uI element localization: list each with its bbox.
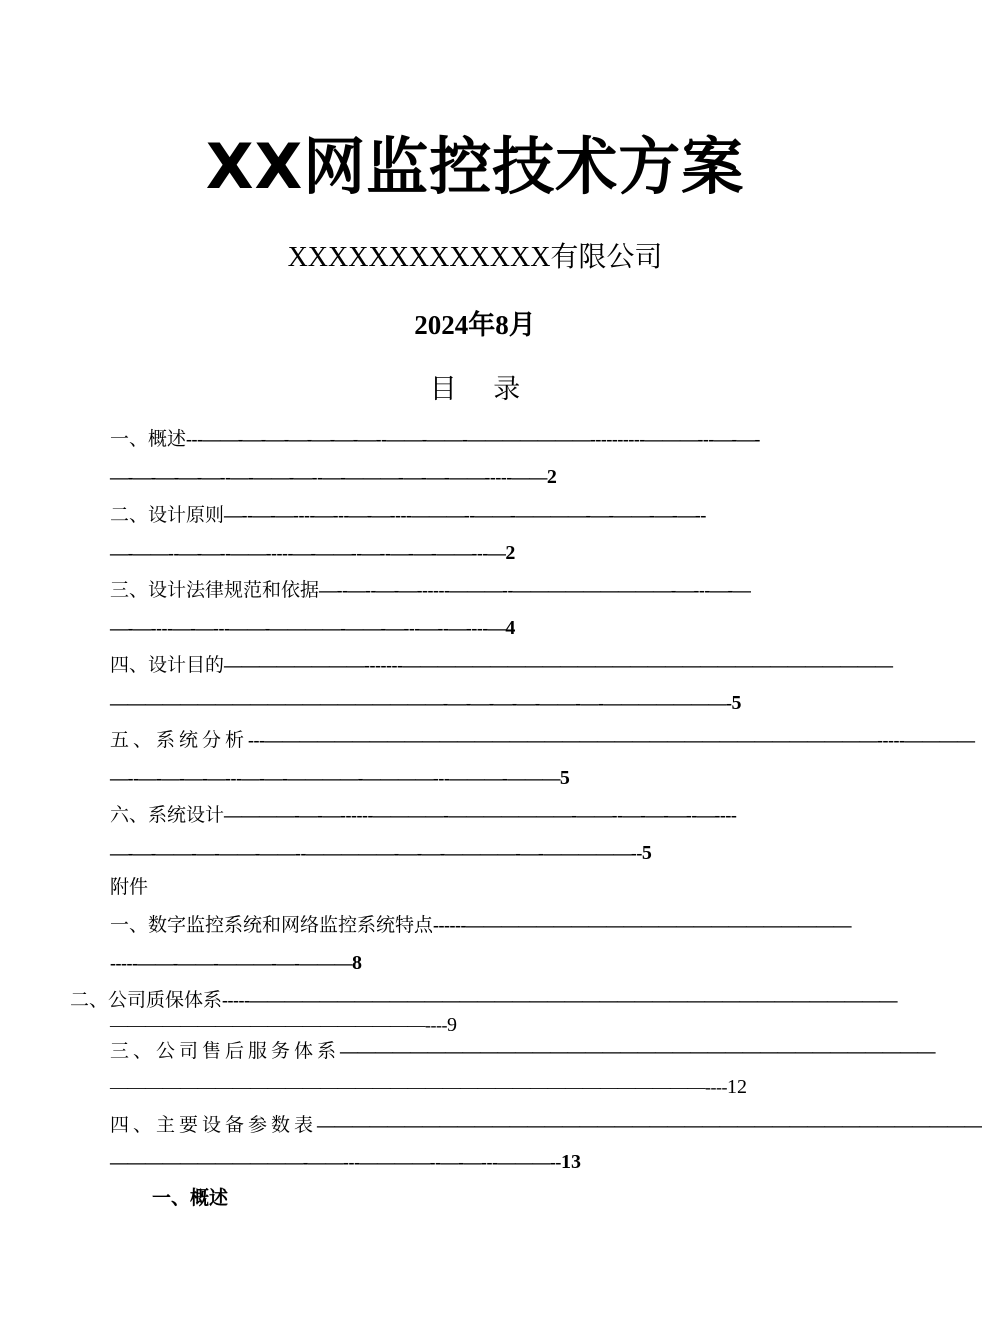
toc-leader: ———————————-——---————--—-—---———-- — [110, 1152, 561, 1172]
toc-leader: —--—-—----—---—-—----———--——-————-—-——-—-—-- — [224, 505, 706, 525]
toc-leader: —————————————————————————————————— — [340, 1041, 936, 1061]
toc-leader: ——————————————————---- — [110, 1015, 447, 1035]
toc-page-number: 8 — [351, 952, 362, 974]
toc-entry-features-line2[interactable] — [110, 950, 848, 976]
toc-entry-aftersales-line1[interactable] — [110, 1038, 936, 1064]
toc-entry-quality-line2[interactable] — [110, 1012, 848, 1038]
toc-leader: —————————————————————————————————————— — [317, 1115, 982, 1135]
toc-entry-overview-line1[interactable] — [110, 426, 848, 452]
toc-page-number: 2 — [505, 542, 516, 564]
toc-entry-regulations-line1[interactable] — [110, 577, 848, 603]
toc-entry-design-line2[interactable] — [110, 840, 848, 866]
toc-leader: ---———————————————————————————————————-----———— — [248, 730, 975, 750]
toc-page-number: 2 — [546, 466, 557, 488]
toc-leader: —--—--—-—------———--—————————-—---—-— — [319, 580, 751, 600]
toc-entry-quality-line1[interactable] — [70, 987, 897, 1013]
toc-entry-overview-line2[interactable] — [110, 464, 848, 490]
toc-entry-features-line1[interactable] — [110, 912, 851, 938]
toc-page-number: 4 — [505, 617, 516, 639]
toc-heading: 目 录 — [429, 374, 535, 405]
toc-entry-analysis-line1[interactable] — [110, 727, 975, 753]
appendix-label: 附件 — [110, 876, 149, 898]
toc-entry-equipment-line2[interactable] — [110, 1149, 848, 1175]
toc-entry-equipment-line1[interactable] — [110, 1112, 982, 1138]
toc-entry-analysis-line2[interactable] — [110, 765, 848, 791]
toc-entry-label: 四、主要设备参数表 — [110, 1114, 318, 1136]
toc-leader: ————-—-—------————-———————-——--—-—-—--—---- — [224, 805, 737, 825]
toc-entry-aftersales-line2[interactable] — [110, 1074, 848, 1100]
toc-entry-label: 一、数字监控系统和网络监控系统特点 — [110, 914, 434, 936]
toc-leader: —-—-—-—-—--—-——-—--—-———-—-—-——-----—— — [110, 467, 547, 487]
toc-entry-label: 一、概述 — [110, 428, 187, 450]
toc-entry-label: 三、设计法律规范和依据 — [110, 579, 320, 601]
toc-page-number: 12 — [726, 1076, 747, 1098]
toc-entry-label: 三、公司售后服务体系 — [110, 1040, 341, 1062]
toc-entry-label: 四、设计目的 — [110, 654, 225, 676]
company-name: XXXXXXXXXXXXX有限公司 — [287, 242, 663, 273]
toc-leader: -----——-——-———-—-——— — [110, 953, 352, 973]
toc-leader: —--—-—-—-—---—-—-————-————---———-——— — [110, 768, 560, 788]
toc-entry-objectives-line1[interactable] — [110, 652, 893, 678]
toc-entry-principles-line1[interactable] — [110, 502, 848, 528]
section-heading-overview: 一、概述 — [152, 1187, 229, 1209]
document-date: 2024年8月 — [414, 310, 536, 340]
toc-page-number: 5 — [641, 842, 652, 864]
toc-page-number: 5 — [559, 767, 570, 789]
toc-leader: ——————————————————————————————————---- — [110, 1077, 727, 1097]
toc-entry-label: 二、设计原则 — [110, 504, 225, 526]
toc-leader: —-—----—-—---——-————-——-—---—--—----— — [110, 618, 506, 638]
toc-leader: —-——--—-—--——-----—-——--—--—-—-——---— — [110, 543, 506, 563]
toc-entry-objectives-line2[interactable] — [110, 690, 848, 716]
toc-page-number: 9 — [446, 1014, 457, 1036]
toc-leader: ------—————————————————————— — [433, 915, 851, 935]
toc-leader: ———————————————————-—-—-—-—-——-—-———————- — [110, 693, 732, 713]
toc-page-number: 5 — [731, 692, 742, 714]
toc-entry-label: 五、系统分析 — [110, 729, 249, 751]
toc-entry-label: 六、系统设计 — [110, 804, 225, 826]
toc-entry-principles-line2[interactable] — [110, 540, 848, 566]
toc-leader: —-—-——-—-——-——--—————-—-—-————-—-—————-- — [110, 843, 642, 863]
toc-page-number: 13 — [560, 1151, 581, 1173]
toc-leader: -----————————————————————————————————————— — [222, 990, 897, 1010]
document-title: XX网监控技术方案 — [205, 130, 745, 203]
toc-entry-design-line1[interactable] — [110, 802, 848, 828]
toc-leader: ————————-------———————————————————————————— — [224, 655, 893, 675]
toc-entry-regulations-line2[interactable] — [110, 615, 848, 641]
toc-entry-label: 二、公司质保体系 — [70, 989, 223, 1011]
toc-leader: ---——-—-—-—-—-—-—--——-——-———————----------———---—-—- — [186, 429, 760, 449]
